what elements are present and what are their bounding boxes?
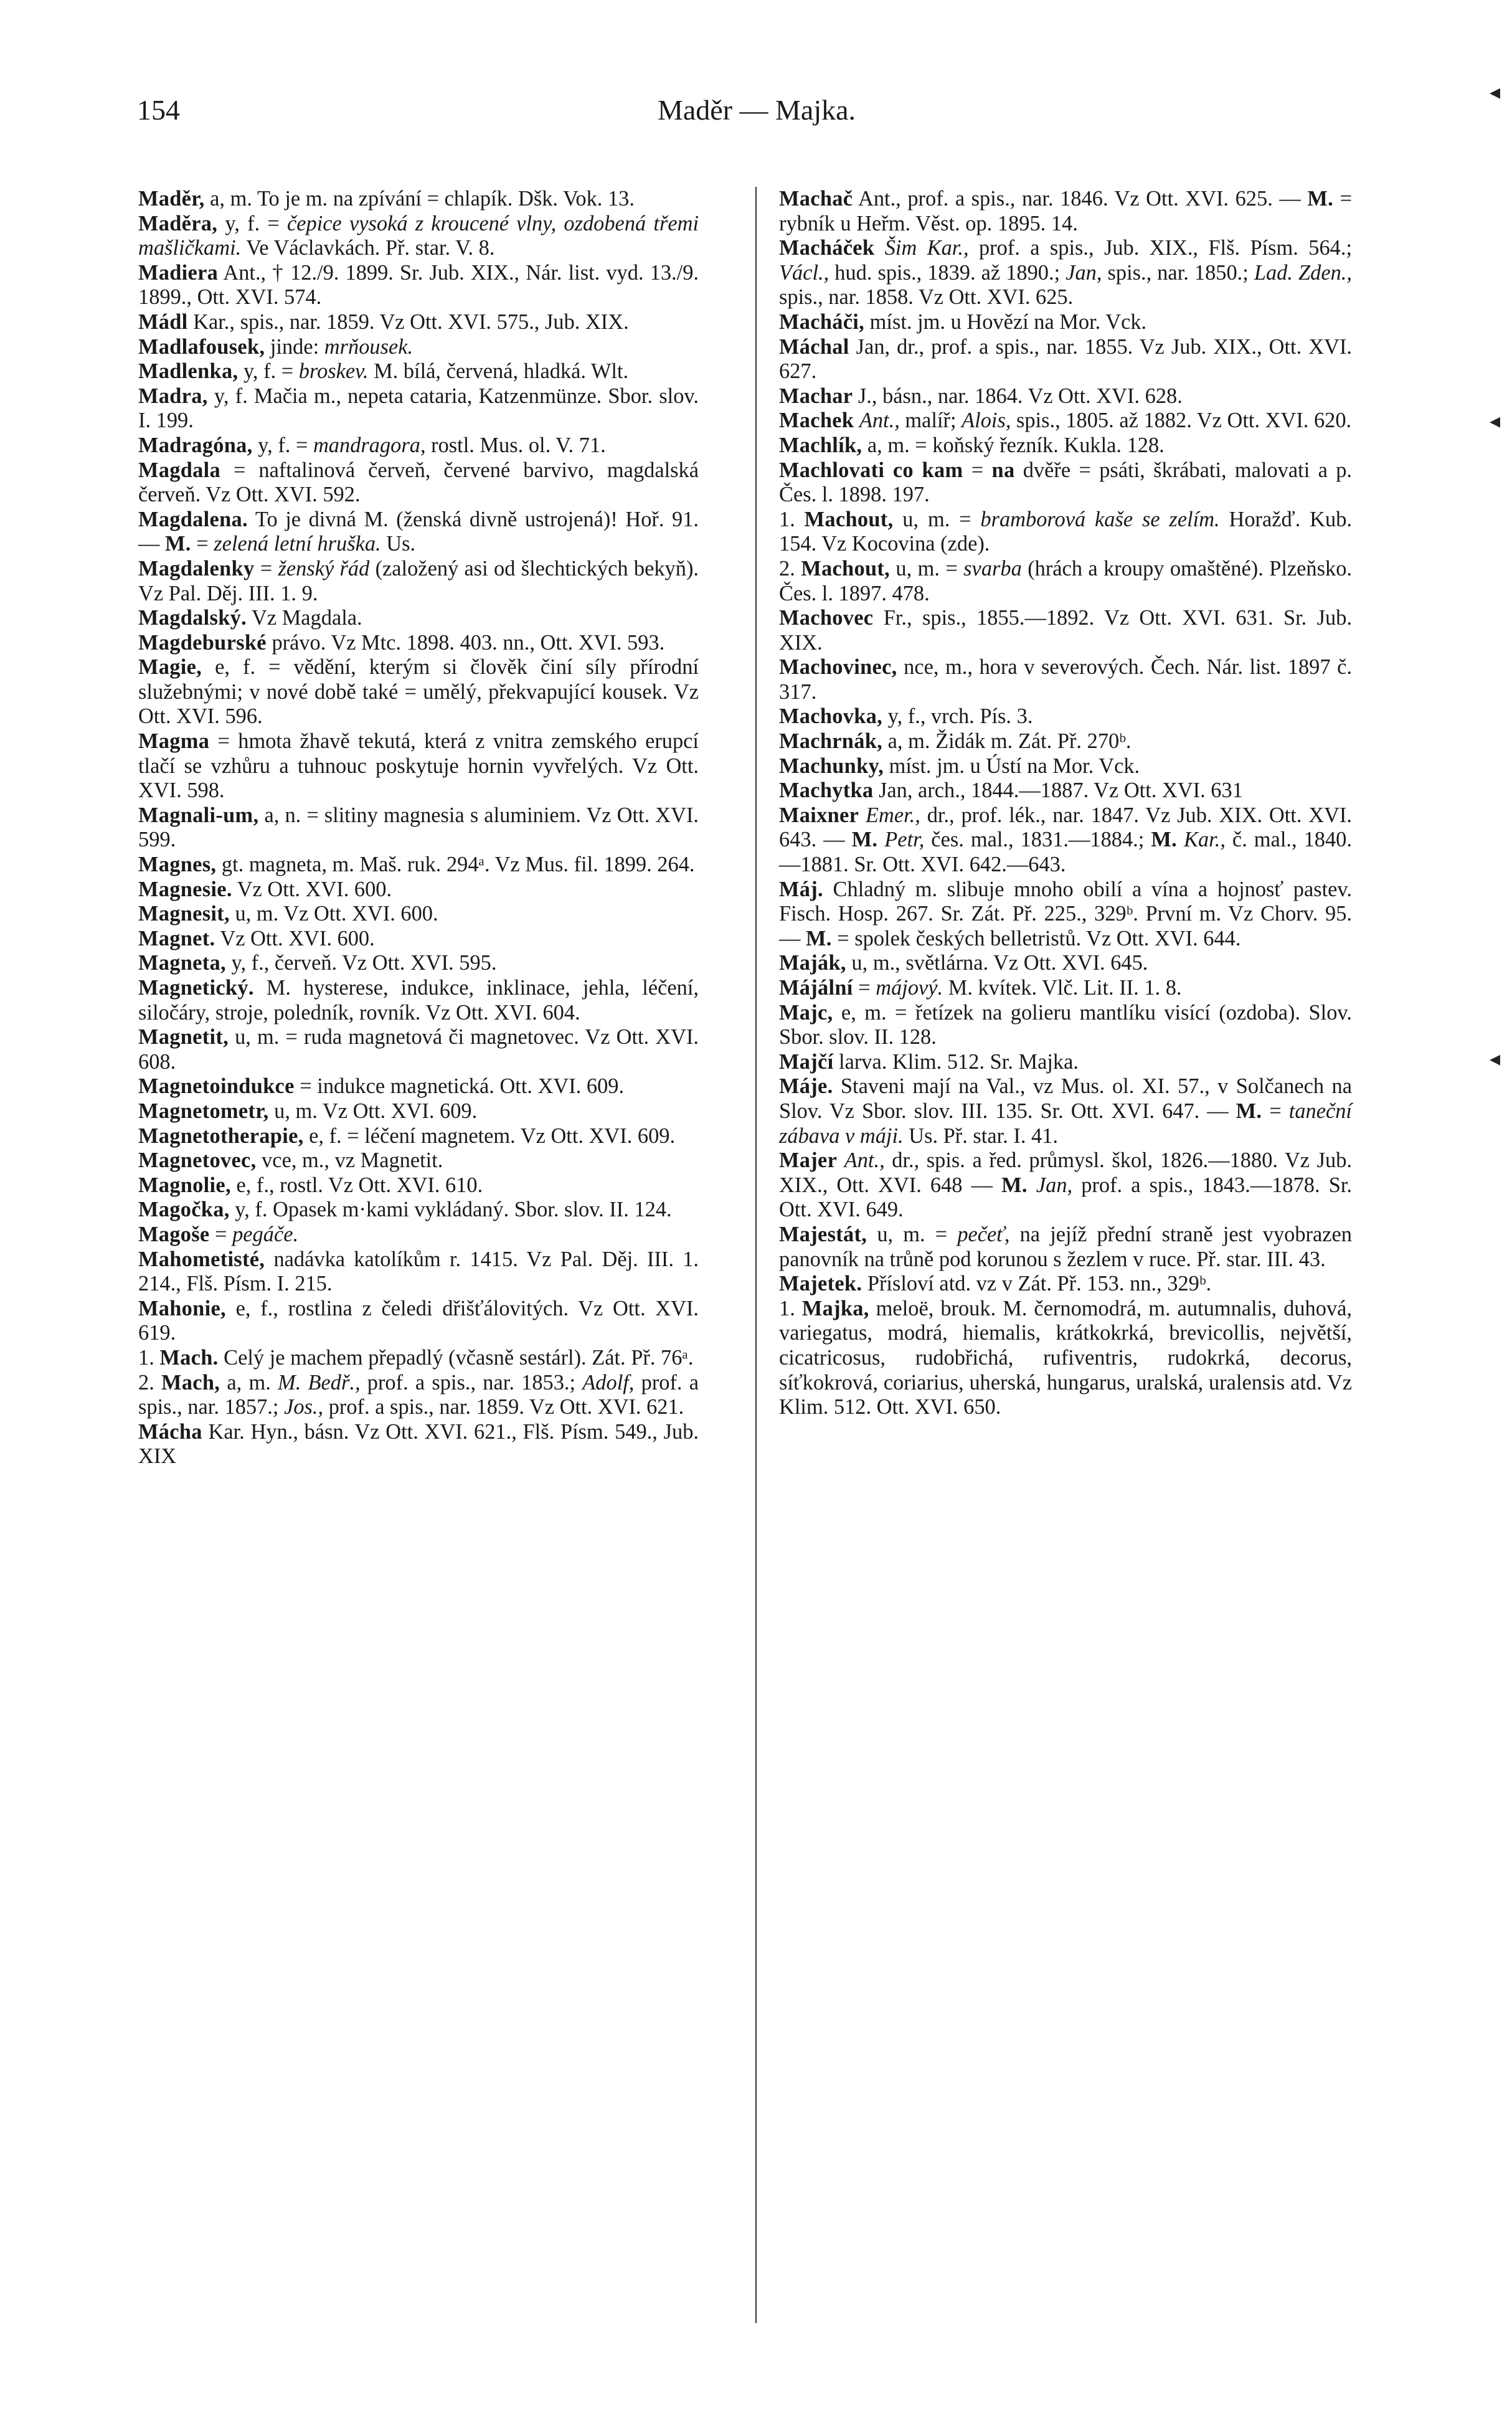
entry-text: prof. a spis., nar. 1859. Vz Ott. XVI. 621.	[323, 1395, 684, 1419]
dictionary-entry	[138, 508, 699, 557]
headword: Maděra,	[138, 211, 218, 235]
entry-text: prof. a spis., Jub. XIX., Flš. Písm. 564.;	[968, 236, 1352, 260]
dictionary-entry	[779, 310, 1352, 335]
entry-text: M. hysterese, indukce, inklinace, jehla, léčení, siločáry, stroje, poledník, rovník. Vz Ott. XVI. 604.	[138, 976, 699, 1025]
dictionary-entry	[779, 1074, 1352, 1148]
entry-text: Horažď. Kub. 154. Vz Kocovina (zde).	[779, 507, 1352, 556]
entry-text: u, m. Vz Ott. XVI. 609.	[268, 1099, 478, 1123]
entry-text	[1028, 1173, 1036, 1197]
headword: Machovka,	[779, 704, 883, 729]
entry-text: právo. Vz Mtc. 1898. 403. nn., Ott. XVI. 593.	[266, 630, 665, 655]
headword: Machout,	[804, 507, 894, 531]
headword: Magnetický.	[138, 976, 254, 1000]
entry-text: Celý je machem přepadlý (včasně sestárl). Zát. Př. 76ᵃ.	[218, 1345, 694, 1370]
entry-text: a, m. Židák m. Zát. Př. 270ᵇ.	[882, 729, 1132, 754]
italic-text: Petr,	[884, 828, 925, 852]
entry-text: (hrách a kroupy omaštěné). Plzeňsko. Čes. l. 1897. 478.	[779, 556, 1353, 605]
headword: Machač	[779, 187, 853, 211]
entry-text: u, m. =	[893, 507, 981, 531]
headword: Madlafousek,	[138, 334, 265, 359]
italic-text: ženský řád	[278, 556, 370, 580]
entry-text: e, f. = vědění, kterým si člověk činí síly přírodní služebnými; v nové době také = umělý, překvapující kousek. Vz Ott. XVI. 596.	[138, 655, 699, 729]
entry-text: e, f. = léčení magnetem. Vz Ott. XVI. 609.	[303, 1124, 676, 1148]
dictionary-entry	[779, 1001, 1352, 1050]
entry-text: = spolek českých belletristů. Vz Ott. XVI. 644.	[831, 926, 1241, 950]
headword: M.	[1001, 1173, 1028, 1197]
entry-text: a, m.	[220, 1370, 278, 1394]
headword: Machytka	[779, 779, 874, 803]
dictionary-entry	[138, 1099, 699, 1124]
dictionary-entry	[779, 384, 1352, 409]
dictionary-entry	[779, 557, 1352, 606]
page-header	[137, 93, 1376, 137]
headword: Magnetoindukce	[138, 1074, 295, 1099]
dictionary-entry	[138, 1297, 699, 1346]
entry-text: č. mal., 1840.—1881. Sr. Ott. XVI. 642.—643.	[779, 828, 1352, 877]
headword: Machovec	[779, 606, 874, 630]
entry-text: =	[1262, 1099, 1289, 1123]
entry-text: =	[191, 532, 214, 556]
dictionary-entry	[138, 458, 699, 508]
headword: Magnolie,	[138, 1173, 231, 1197]
headword: Maják,	[779, 951, 846, 975]
entry-text: vce, m., vz Magnetit.	[256, 1148, 443, 1173]
italic-text: zelená letní hruška.	[214, 532, 381, 556]
headword: Machlovati co kam	[779, 458, 963, 482]
entry-text	[854, 409, 859, 432]
dictionary-entry	[779, 754, 1352, 779]
entry-text: = naftalinová červeň, červené barvivo, magdalská červeň. Vz Ott. XVI. 592.	[138, 458, 699, 507]
entry-text: Chladný m. slibuje mnoho obilí a vína a hojnosť pastev. Fisch. Hosp. 267. Sr. Zát. Př. 225., 329ᵇ. První m. Vz Chorv. 95. —	[779, 877, 1352, 950]
entry-text: Staveni mají na Val., vz Mus. ol. XI. 57., v Solčanech na Slov. Vz Sbor. slov. III. 135. Sr. Ott. XVI. 647. —	[779, 1074, 1352, 1123]
entry-text: míst. jm. u Ústí na Mor. Vck.	[884, 754, 1140, 778]
entry-text: 2.	[779, 556, 801, 580]
dictionary-entry	[779, 433, 1352, 458]
italic-text: Kar.,	[1184, 828, 1226, 852]
dictionary-entry	[138, 976, 699, 1025]
entry-text: Ve Václavkách. Př. star. V. 8.	[241, 236, 495, 260]
headword: Majčí	[779, 1049, 834, 1074]
dictionary-entry	[779, 1223, 1352, 1272]
entry-text: M. bílá, červená, hladká. Wlt.	[368, 359, 629, 384]
entry-text: Us.	[380, 532, 416, 556]
entry-text: Vz Ott. XVI. 600.	[215, 926, 375, 950]
dictionary-entry	[138, 1223, 699, 1248]
headword: Mach.	[159, 1345, 219, 1370]
right-column	[779, 187, 1352, 1420]
entry-text: Ant., prof. a spis., nar. 1846. Vz Ott. XVI. 625. —	[853, 187, 1308, 211]
entry-text: Us. Př. star. I. 41.	[903, 1124, 1059, 1148]
dictionary-entry	[779, 779, 1352, 803]
dictionary-entry	[138, 655, 699, 729]
entry-text: To je divná M. (ženská divně ustrojená)! Hoř. 91. —	[138, 507, 699, 556]
headword: Magnetometr,	[138, 1099, 269, 1123]
entry-text	[837, 1148, 844, 1172]
italic-text: Lad. Zden.,	[1254, 260, 1352, 285]
column-divider	[755, 187, 757, 2323]
headword: Machrnák,	[779, 729, 883, 754]
dictionary-entry	[138, 902, 699, 927]
entry-text: malíř;	[899, 409, 962, 433]
dictionary-entry	[138, 1248, 699, 1297]
italic-text: Emer.,	[866, 803, 920, 827]
headword: Mach,	[161, 1370, 220, 1394]
entry-text: spis., nar. 1858. Vz Ott. XVI. 625.	[779, 285, 1074, 310]
headword: Magdeburské	[138, 630, 267, 655]
entry-text: y, f. =	[217, 211, 287, 235]
headword: M.	[806, 926, 832, 950]
entry-text: y, f., vrch. Pís. 3.	[882, 704, 1033, 729]
entry-text: nce, m., hora v severových. Čech. Nár. list. 1897 č. 317.	[779, 655, 1352, 704]
italic-text: bramborová kaše se zelím.	[980, 507, 1220, 531]
headword: Machout,	[801, 556, 891, 580]
entry-text: larva. Klim. 512. Sr. Majka.	[833, 1049, 1079, 1074]
entry-text: meloë, brouk. M. černomodrá, m. autumnalis, duhová, variegatus, modrá, hiemalis, krátkokrká, brevicollis, největší, cicatricosus, rudobřichá, rufiventris, rudokrká, decorus, síťkokrová, coriarius, uherská, hungarus, uralská, uralensis atd. Vz Klim. 512. Ott. XVI. 650.	[779, 1296, 1353, 1419]
entry-text: 1.	[138, 1345, 160, 1370]
headword: Macháček	[779, 236, 875, 260]
entry-text: y, f. =	[238, 359, 299, 384]
headword: Magnesie.	[138, 877, 232, 901]
headword: Majc,	[779, 1000, 833, 1025]
entry-text: Jan, arch., 1844.—1887. Vz Ott. XVI. 631	[873, 779, 1243, 803]
entry-text: e, f., rostl. Vz Ott. XVI. 610.	[230, 1173, 483, 1197]
headword: Maděr,	[138, 187, 205, 211]
headword: M.	[1236, 1099, 1262, 1123]
headword: Magdalský.	[138, 606, 247, 630]
entry-text: y, f., červeň. Vz Ott. XVI. 595.	[225, 951, 497, 975]
entry-text: u, m. =	[867, 1222, 958, 1246]
dictionary-entry	[138, 606, 699, 631]
italic-text: Václ.,	[779, 260, 829, 285]
entry-text	[877, 828, 884, 851]
headword: Magnetit,	[138, 1025, 229, 1049]
headword: Magneta,	[138, 951, 226, 975]
entry-text: u, m. = ruda magnetová či magnetovec. Vz Ott. XVI. 608.	[138, 1025, 699, 1074]
dictionary-entry	[779, 1297, 1352, 1420]
entry-text: Kar. Hyn., básn. Vz Ott. XVI. 621., Flš. Písm. 549., Jub. XIX	[138, 1419, 699, 1469]
headword: Macháči,	[779, 310, 865, 334]
entry-text: u, m., světlárna. Vz Ott. XVI. 645.	[846, 951, 1148, 975]
entry-text: spis., nar. 1850.;	[1102, 260, 1254, 285]
headword: Magdalena.	[138, 507, 248, 531]
dictionary-entry	[779, 236, 1352, 310]
headword: M.	[1307, 187, 1334, 211]
headword: Magnes,	[138, 853, 217, 877]
headword: Mahometisté,	[138, 1247, 265, 1271]
headword: Magnetovec,	[138, 1148, 257, 1173]
entry-text	[1177, 828, 1184, 851]
italic-text: Ant.,	[859, 409, 900, 433]
headword: Magdalenky	[138, 556, 255, 580]
headword: Madlenka,	[138, 359, 239, 384]
headword: Magnali-um,	[138, 803, 259, 827]
headword: Májální	[779, 976, 853, 1000]
entry-text: y, f. Opasek m·kami vykládaný. Sbor. slov. II. 124.	[229, 1198, 672, 1222]
entry-text: = indukce magnetická. Ott. XVI. 609.	[294, 1074, 625, 1099]
entry-text: prof. a spis., 1843.—1878. Sr. Ott. XVI. 649.	[779, 1173, 1352, 1222]
entry-text: u, m. Vz Ott. XVI. 600.	[229, 902, 438, 926]
dictionary-entry	[138, 1074, 699, 1099]
headword: Magnetotherapie,	[138, 1124, 304, 1148]
entry-text: = rybník u Heřm. Věst. op. 1895. 14.	[779, 187, 1352, 235]
dictionary-entry	[779, 704, 1352, 729]
dictionary-entry	[138, 803, 699, 853]
dictionary-entry	[779, 655, 1352, 704]
entry-text: u, m. =	[890, 556, 964, 580]
headword: na	[991, 458, 1015, 482]
dictionary-entry	[138, 212, 699, 261]
dictionary-entry	[779, 729, 1352, 754]
dictionary-entry	[779, 951, 1352, 976]
dictionary-entry	[138, 951, 699, 976]
entry-text: a, n. = slitiny magnesia s aluminiem. Vz Ott. XVI. 599.	[138, 803, 699, 852]
dictionary-entry	[138, 335, 699, 360]
entry-text: =	[254, 556, 278, 580]
headword: Mahonie,	[138, 1296, 226, 1320]
headword: Magoše	[138, 1222, 210, 1246]
headword: Maixner	[779, 803, 859, 827]
entry-text: prof. a spis., nar. 1857.;	[138, 1370, 699, 1419]
entry-text: dvěře = psáti, škrábati, malovati a p. Čes. l. 1898. 197.	[779, 458, 1353, 507]
dictionary-entry	[779, 803, 1352, 878]
italic-text: pegáče.	[232, 1222, 299, 1246]
headword: Madiera	[138, 260, 219, 285]
italic-text: Šim Kar.,	[884, 236, 969, 260]
italic-text: broskev.	[298, 359, 369, 384]
dictionary-entry	[138, 187, 699, 212]
headword: Magdala	[138, 458, 221, 482]
dictionary-entry	[138, 1173, 699, 1198]
headword: Máje.	[779, 1074, 833, 1099]
entry-text: Přísloví atd. vz v Zát. Př. 153. nn., 329ᵇ.	[862, 1272, 1212, 1296]
entry-text: hud. spis., 1839. až 1890.;	[829, 260, 1066, 285]
dictionary-entry	[779, 458, 1352, 508]
italic-text: mandragora,	[313, 433, 426, 457]
entry-text: dr., spis. a řed. průmysl. škol, 1826.—1880. Vz Jub. XIX., Ott. XVI. 648 —	[779, 1148, 1352, 1197]
entry-text: rostl. Mus. ol. V. 71.	[425, 433, 606, 457]
dictionary-entry	[138, 878, 699, 902]
headword: Majer	[779, 1148, 838, 1173]
dictionary-entry	[138, 384, 699, 433]
headword: M.	[1151, 828, 1177, 852]
italic-text: svarba	[963, 556, 1022, 580]
headword: Machlík,	[779, 433, 862, 457]
dictionary-entry	[138, 1420, 699, 1469]
dictionary-entry	[779, 409, 1352, 433]
entry-text: Fr., spis., 1855.—1892. Vz Ott. XVI. 631. Sr. Jub. XIX.	[779, 606, 1352, 655]
dictionary-entry	[138, 729, 699, 803]
entry-text: dr., prof. lék., nar. 1847. Vz Jub. XIX. Ott. XVI. 643. —	[779, 803, 1352, 852]
headword: Máchal	[779, 334, 849, 359]
dictionary-entry	[779, 1148, 1352, 1223]
italic-text: Jan,	[1036, 1173, 1073, 1197]
dictionary-entry	[138, 1346, 699, 1371]
headword: Magie,	[138, 655, 202, 679]
entry-text: 1.	[779, 507, 805, 531]
entry-text: J., básn., nar. 1864. Vz Ott. XVI. 628.	[853, 384, 1183, 408]
entry-text: spis., 1805. až 1882. Vz Ott. XVI. 620.	[1011, 409, 1352, 433]
dictionary-entry	[779, 976, 1352, 1001]
entry-text: a, m. = koňský řezník. Kukla. 128.	[862, 433, 1165, 457]
italic-text: Ant.,	[844, 1148, 885, 1173]
entry-text: (založený asi od šlechtických bekyň). Vz Pal. Děj. III. 1. 9.	[138, 556, 699, 605]
entry-text	[874, 236, 884, 260]
entry-text: M. kvítek. Vlč. Lit. II. 1. 8.	[943, 976, 1182, 1000]
headword: Magnesit,	[138, 902, 230, 926]
headword: Magočka,	[138, 1198, 230, 1222]
italic-text: čepice vysoká z kroucené vlny, ozdobená třemi mašličkami.	[138, 211, 699, 260]
entry-text: a, m. To je m. na zpívání = chlapík. Dšk. Vok. 13.	[204, 187, 635, 211]
entry-text: Jan, dr., prof. a spis., nar. 1855. Vz Jub. XIX., Ott. XVI. 627.	[779, 334, 1352, 384]
entry-text: Ant., † 12./9. 1899. Sr. Jub. XIX., Nár. list. vyd. 13./9. 1899., Ott. XVI. 574.	[138, 260, 699, 310]
entry-text: čes. mal., 1831.—1884.;	[924, 828, 1151, 852]
dictionary-entry	[138, 261, 699, 310]
headword: M.	[851, 828, 878, 852]
dictionary-entry	[138, 853, 699, 878]
entry-text: 2.	[138, 1370, 162, 1394]
entry-text: prof. a spis., nar. 1853.;	[360, 1370, 583, 1394]
headword: Magnet.	[138, 926, 215, 950]
dictionary-entry	[779, 335, 1352, 384]
entry-text: =	[963, 458, 992, 482]
dictionary-entry	[138, 359, 699, 384]
headword: M.	[165, 532, 191, 556]
headword: Machovinec,	[779, 655, 897, 679]
entry-text: Vz Ott. XVI. 600.	[232, 877, 392, 901]
italic-text: Jan,	[1065, 260, 1102, 285]
entry-text: 1.	[779, 1296, 802, 1320]
running-head: Maděr — Majka.	[657, 94, 856, 126]
italic-text: mrňousek.	[324, 334, 413, 359]
entry-text	[859, 803, 866, 827]
entry-text: Vz Magdala.	[247, 606, 362, 630]
entry-text: y, f. Mačia m., nepeta cataria, Katzenmünze. Sbor. slov. I. 199.	[138, 384, 699, 433]
dictionary-entry	[138, 927, 699, 952]
italic-text: májový.	[876, 976, 943, 1000]
dictionary-entry	[138, 433, 699, 458]
dictionary-entry	[779, 187, 1352, 236]
headword: Mácha	[138, 1419, 202, 1444]
headword: Machek	[779, 409, 854, 433]
headword: Mádl	[138, 310, 188, 334]
italic-text: Alois,	[962, 409, 1011, 433]
dictionary-entry	[138, 1025, 699, 1074]
headword: Majetek.	[779, 1272, 862, 1296]
dictionary-entry	[138, 1124, 699, 1149]
entry-text: gt. magneta, m. Maš. ruk. 294ᵃ. Vz Mus. fil. 1899. 264.	[216, 853, 695, 877]
page-number: 154	[137, 94, 180, 126]
left-column	[138, 187, 699, 1469]
dictionary-entry	[779, 878, 1352, 952]
entry-text: = hmota žhavě tekutá, která z vnitra zemského erupcí tlačí se vzhůru a tuhnouc poskytuje hornin vyvřelých. Vz Ott. XVI. 598.	[138, 729, 699, 803]
entry-text: y, f. =	[252, 433, 313, 457]
headword: Majka,	[801, 1296, 869, 1320]
dictionary-entry	[779, 1272, 1352, 1297]
entry-text: jinde:	[265, 334, 324, 359]
entry-text: e, m. = řetízek na golieru mantlíku visící (ozdoba). Slov. Sbor. slov. II. 128.	[779, 1000, 1352, 1049]
entry-text: míst. jm. u Hovězí na Mor. Vck.	[864, 310, 1147, 334]
dictionary-entry	[779, 1050, 1352, 1075]
entry-text: na jejíž přední straně jest vyobrazen panovník na trůně pod korunou s žezlem v ruce. Př. star. III. 43.	[779, 1222, 1352, 1271]
margin-mark: ◂	[1490, 81, 1501, 104]
headword: Machunky,	[779, 754, 884, 778]
entry-text: =	[853, 976, 876, 1000]
headword: Magma	[138, 729, 210, 754]
headword: Madra,	[138, 384, 208, 408]
dictionary-entry	[138, 310, 699, 335]
dictionary-entry	[779, 508, 1352, 557]
entry-text: =	[209, 1222, 233, 1246]
entry-text: nadávka katolíkům r. 1415. Vz Pal. Děj. III. 1. 214., Flš. Písm. I. 215.	[138, 1247, 699, 1296]
margin-mark: ◂	[1490, 410, 1501, 433]
margin-mark: ◂	[1490, 1048, 1501, 1071]
italic-text: Adolf,	[582, 1370, 635, 1394]
italic-text: pečeť,	[957, 1222, 1010, 1246]
headword: Madragóna,	[138, 433, 253, 457]
dictionary-entry	[138, 557, 699, 606]
headword: Majestát,	[779, 1222, 867, 1246]
dictionary-entry	[138, 1371, 699, 1420]
italic-text: M. Bedř.,	[278, 1370, 361, 1394]
headword: Machar	[779, 384, 853, 408]
entry-text: Kar., spis., nar. 1859. Vz Ott. XVI. 575., Jub. XIX.	[187, 310, 629, 334]
italic-text: taneční zábava v máji.	[779, 1099, 1352, 1148]
italic-text: Jos.,	[284, 1395, 324, 1419]
dictionary-entry	[138, 1198, 699, 1223]
headword: Máj.	[779, 877, 823, 901]
dictionary-entry	[779, 606, 1352, 655]
dictionary-entry	[138, 1148, 699, 1173]
dictionary-entry	[138, 631, 699, 656]
entry-text: e, f., rostlina z čeledi dřišťálovitých. Vz Ott. XVI. 619.	[138, 1296, 699, 1345]
